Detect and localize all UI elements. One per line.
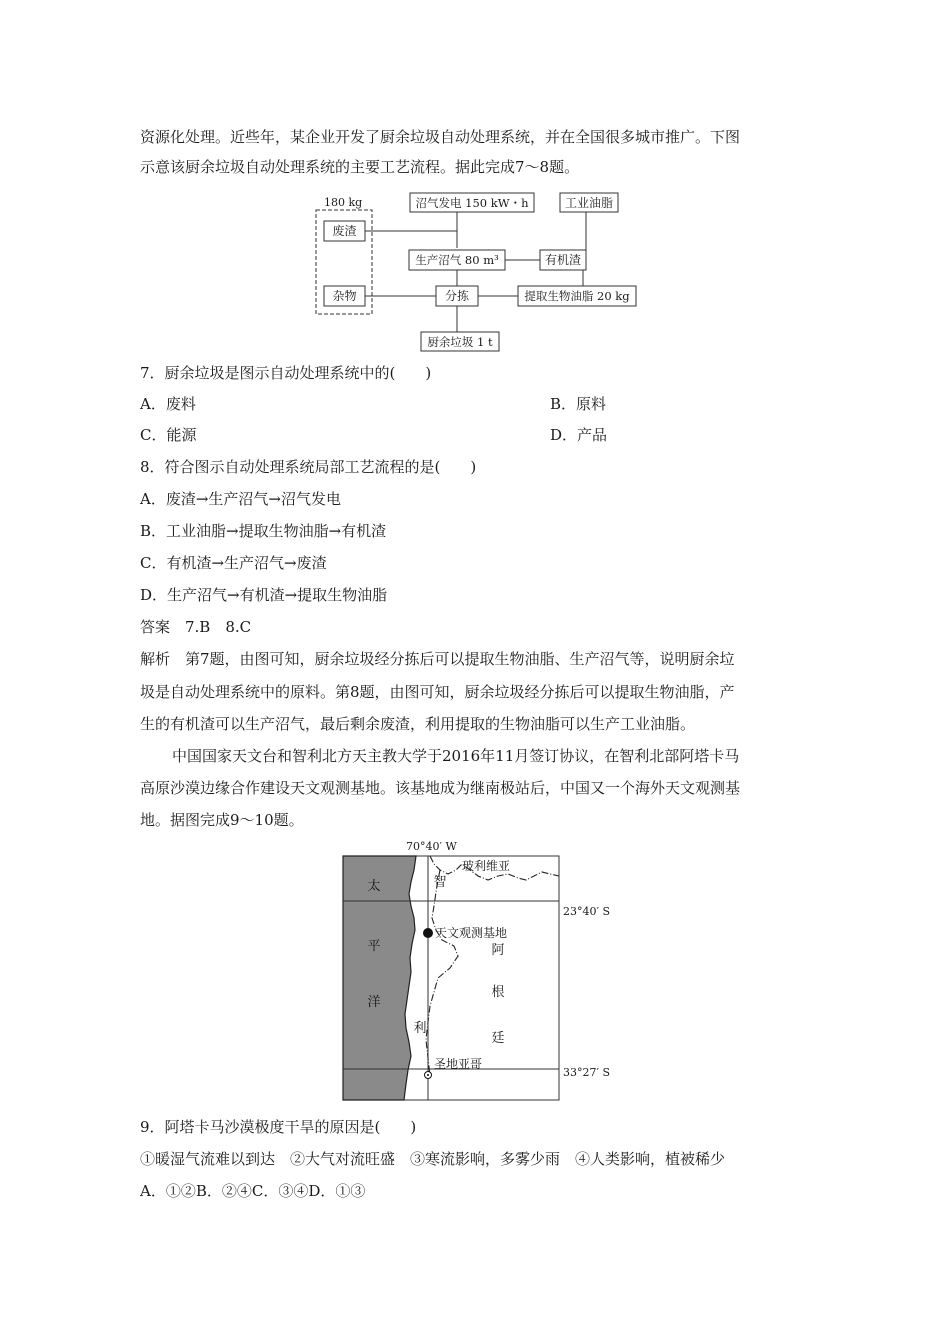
organic-residue-label: 有机渣 <box>544 253 582 267</box>
q9-stem: 9．阿塔卡马沙漠极度干旱的原因是( ) <box>140 1118 417 1136</box>
santiago-marker-dot <box>427 1074 429 1076</box>
ocean-label-2: 平 <box>367 939 381 954</box>
passage2-line-3: 地。据图完成9～10题。 <box>140 811 304 829</box>
chile-label-1: 智 <box>433 875 447 890</box>
chile-label-2: 利 <box>413 1021 427 1036</box>
analysis-line-3: 生的有机渣可以生产沼气，最后剩余废渣，利用提取的生物油脂可以生产工业油脂。 <box>140 715 696 733</box>
industrial-oil-label: 工业油脂 <box>564 196 614 210</box>
biogas-production-label: 生产沼气 80 m³ <box>415 253 499 267</box>
observatory-label: 天文观测基地 <box>435 926 508 940</box>
q7-option-b: B．原料 <box>550 395 607 413</box>
lat-south-label: 33°27′ S <box>563 1066 611 1079</box>
ocean-label-1: 太 <box>367 879 381 894</box>
q8-option-c: C．有机渣→生产沼气→废渣 <box>140 554 327 572</box>
longitude-label: 70°40′ W <box>406 840 457 853</box>
passage2-line-1: 中国国家天文台和智利北方天主教大学于2016年11月签订协议，在智利北部阿塔卡马 <box>172 747 740 765</box>
q9-statements: ①暖湿气流难以到达 ②大气对流旺盛 ③寒流影响，多雾少雨 ④人类影响，植被稀少 <box>140 1150 726 1168</box>
q7-option-a: A．废料 <box>140 395 196 413</box>
process-flowchart <box>300 186 650 354</box>
waste-residue-label: 废渣 <box>332 224 357 238</box>
answer: 答案 7.B 8.C <box>140 618 252 636</box>
extract-oil-label: 提取生物油脂 20 kg <box>524 289 630 303</box>
q9-choices: A．①②B．②④C．③④D．①③ <box>140 1182 366 1200</box>
intro-line-1: 资源化处理。近些年，某企业开发了厨余垃圾自动处理系统，并在全国很多城市推广。下图 <box>140 128 741 146</box>
ocean-label-3: 洋 <box>367 995 381 1010</box>
q8-stem: 8．符合图示自动处理系统局部工艺流程的是( ) <box>140 458 477 476</box>
argentina-label-3: 廷 <box>491 1031 505 1046</box>
argentina-label-1: 阿 <box>491 943 505 958</box>
observatory-marker <box>423 928 433 938</box>
argentina-label-2: 根 <box>491 985 505 1000</box>
analysis-line-2: 圾是自动处理系统中的原料。第8题，由图可知，厨余垃圾经分拣后可以提取生物油脂，产 <box>140 683 735 701</box>
lat-north-label: 23°40′ S <box>563 905 611 918</box>
sorting-label: 分拣 <box>444 289 470 303</box>
q7-option-row-2 <box>140 424 608 446</box>
q7-option-row-1 <box>140 393 607 415</box>
chile-map <box>330 836 630 1106</box>
analysis-line-1: 解析 第7题，由图可知，厨余垃圾经分拣后可以提取生物油脂、生产沼气等，说明厨余垃 <box>140 650 735 668</box>
santiago-label: 圣地亚哥 <box>434 1057 483 1071</box>
biogas-power-label: 沼气发电 150 kW・h <box>415 196 529 210</box>
q8-option-a: A．废渣→生产沼气→沼气发电 <box>140 490 341 508</box>
sundries-label: 杂物 <box>332 289 357 303</box>
bolivia-label: 玻利维亚 <box>462 859 511 873</box>
intro-line-2: 示意该厨余垃圾自动处理系统的主要工艺流程。据此完成7～8题。 <box>140 158 580 176</box>
passage2-line-2: 高原沙漠边缘合作建设天文观测基地。该基地成为继南极站后，中国又一个海外天文观测基 <box>140 779 741 797</box>
q7-option-d: D．产品 <box>550 426 608 444</box>
q8-option-d: D．生产沼气→有机渣→提取生物油脂 <box>140 586 388 604</box>
kitchen-waste-label: 厨余垃圾 1 t <box>427 335 493 349</box>
q7-stem: 7．厨余垃圾是图示自动处理系统中的( ) <box>140 364 432 382</box>
weight-label: 180 kg <box>324 196 363 209</box>
q8-option-b: B．工业油脂→提取生物油脂→有机渣 <box>140 522 387 540</box>
q7-option-c: C．能源 <box>140 426 197 444</box>
